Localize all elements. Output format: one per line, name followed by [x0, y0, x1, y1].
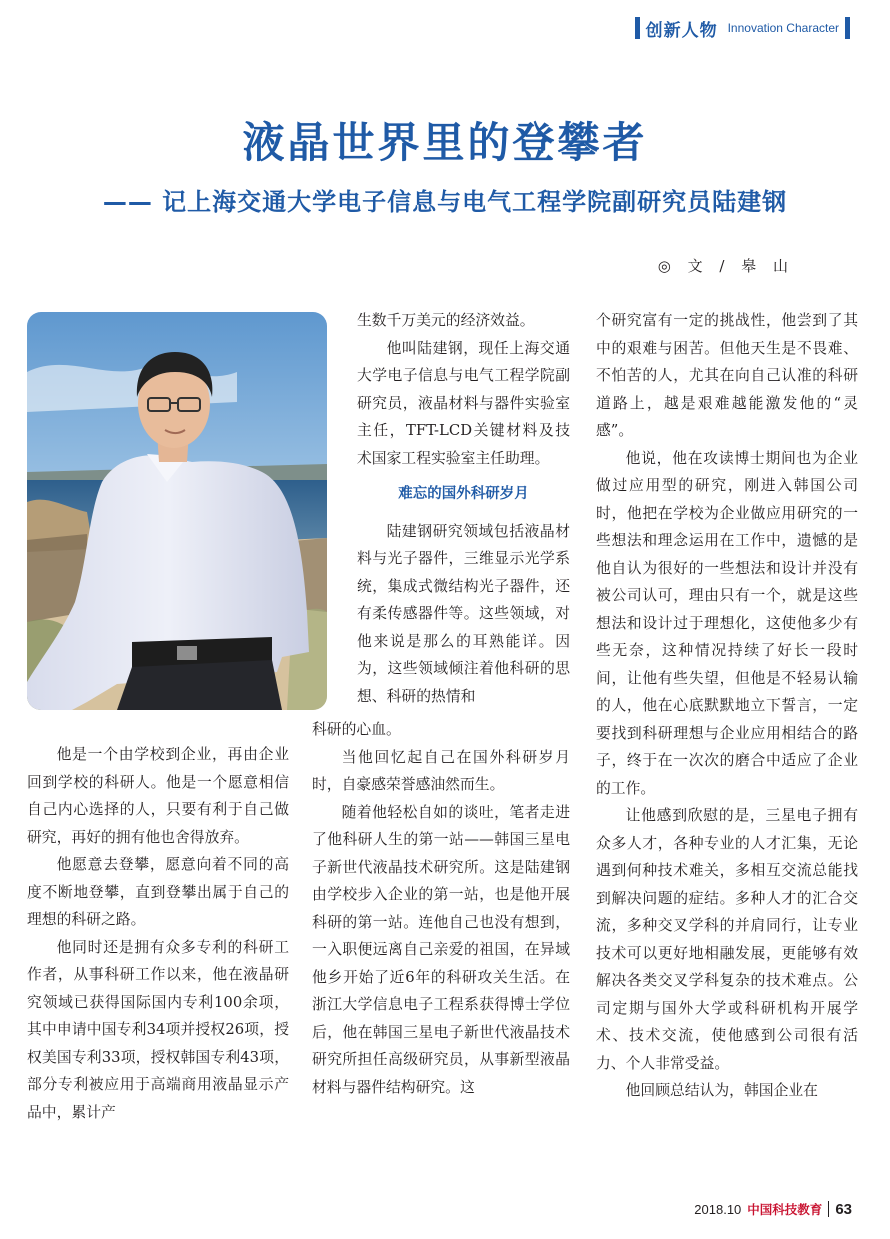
tag-bar-right — [845, 17, 850, 39]
section-name-english: Innovation Character — [727, 21, 839, 35]
article-title: 液晶世界里的登攀者 — [242, 118, 648, 167]
paragraph: 他同时还是拥有众多专利的科研工作者，从事科研工作以来，他在液晶研究领域已获得国际国内专利100余项，其中申请中国专利34项并授权26项，授权美国专利33项，授权韩国专利43项，部分专利被应用于高端商用液晶显示产品中，累计产 — [27, 938, 289, 1121]
paragraph: 当他回忆起自己在国外科研岁月时，自豪感荣誉感油然而生。 — [312, 748, 570, 793]
magazine-logo: 中国科技教育 — [747, 1202, 823, 1217]
column-1 — [27, 741, 289, 1126]
byline: ◎ 文 / 皋 山 — [657, 257, 794, 275]
paragraph: 他是一个由学校到企业，再由企业回到学校的科研人。他是一个愿意相信自己内心选择的人，只要有利于自己做研究，再好的拥有他也舍得放弃。 — [27, 746, 289, 846]
paragraph-continuation: 个研究富有一定的挑战性，他尝到了其中的艰难与困苦。但他天生是不畏难、不怕苦的人，尤其在向自己认准的科研道路上，越是艰难越能激发他的“灵感”。 — [596, 312, 858, 439]
footer-divider — [828, 1201, 829, 1217]
paragraph: 他愿意去登攀，愿意向着不同的高度不断地登攀，直到登攀出属于自己的理想的科研之路。 — [27, 856, 289, 928]
paragraph: 他说，他在攻读博士期间也为企业做过应用型的研究，刚进入韩国公司时，他把在学校为企业做应用研究的一些想法和理念运用在工作中，遗憾的是他自认为很好的一些想法和设计并没有被公司认可，理由只有一个，就是这些想法和设计过于理想化，这使他多少有些无奈，这种情况持续了好长一段时间，让他有些失望，但他是不轻易认输的人，他在心底默默地立下誓言，一定要找到科研理想与企业应用相结合的路子，终于在一次次的磨合中适应了企业的工作。 — [596, 449, 858, 797]
section-tag — [635, 16, 850, 40]
paragraph: 他叫陆建钢，现任上海交通大学电子信息与电气工程学院副研究员，液晶材料与器件实验室主任，TFT-LCD关键材料及技术国家工程实验室主任助理。 — [357, 339, 570, 467]
paragraph: 随着他轻松自如的谈吐，笔者走进了他科研人生的第一站——韩国三星电子新世代液晶技术研究所。这是陆建钢由学校步入企业的第一站，也是他开展科研的第一站。连他自己也没有想到，一入职便远离自己亲爱的祖国，在异域他乡开始了近6年的科研攻关生活。在浙江大学信息电子工程系获得博士学位后，他在韩国三星电子新世代液晶技术研究所担任高级研究员，从事新型液晶材料与器件结构研究。这 — [312, 803, 570, 1096]
portrait-photo — [27, 312, 327, 710]
column-3 — [596, 307, 858, 1105]
column-2-upper — [357, 307, 570, 710]
page-footer — [694, 1200, 852, 1218]
paragraph: 让他感到欣慰的是，三星电子拥有众多人才，各种专业的人才汇集，无论遇到何种技术难关，多相互交流总能找到解决问题的症结。多种人才的汇合交流，多种交叉学科的并肩同行，让专业技术可以更好地相融发展，更能够有效解决各类交叉学科复杂的技术难点。公司定期与国外大学或科研机构开展学术、技术交流，使他感到公司很有活力、个人非常受益。 — [596, 807, 858, 1072]
issue-date: 2018.10 — [694, 1201, 742, 1217]
column-2-lower — [312, 716, 570, 1101]
article-subtitle: —— 记上海交通大学电子信息与电气工程学院副研究员陆建钢 — [102, 188, 788, 216]
paragraph: 陆建钢研究领域包括液晶材料与光子器件，三维显示光学系统，集成式微结构光子器件，还有柔传感器件等。这些领域，对他来说是那么的耳熟能详。因为，这些领域倾注着他科研的思想、科研的热情和 — [357, 522, 570, 705]
page-number: 63 — [835, 1200, 852, 1218]
tag-bar-left — [635, 17, 640, 39]
paragraph-continuation: 生数千万美元的经济效益。 — [357, 312, 535, 329]
section-name: 创新人物 — [645, 20, 718, 41]
section-heading: 难忘的国外科研岁月 — [398, 486, 529, 502]
paragraph-continuation: 科研的心血。 — [312, 721, 401, 738]
paragraph: 他回顾总结认为，韩国企业在 — [625, 1082, 818, 1099]
